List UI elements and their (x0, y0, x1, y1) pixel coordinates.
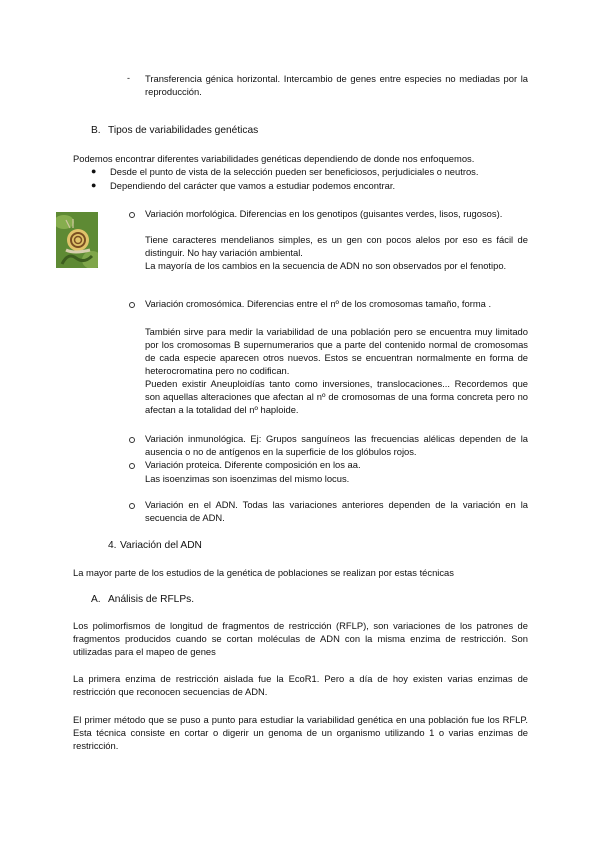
variation-proteica-lead: Variación proteica. Diferente composición en los aa. (145, 459, 361, 470)
section-b-title: Tipos de variabilidades genéticas (108, 125, 259, 136)
paragraph-first-method: El primer método que se puso a punto para estudiar la variabilidad genética en una población fue los RFLP. Esta técnica consiste en cortar o digerir un genoma de un organismo utilizando 1 o varias enzimas de restricción. (73, 714, 528, 751)
variation-cromosomica-lead: Variación cromosómica. Diferencias entre el nº de los cromosomas tamaño, forma . (145, 298, 492, 309)
perspective-2: Dependiendo del carácter que vamos a estudiar podemos encontrar. (110, 180, 396, 191)
dash-bullet: - (127, 73, 130, 83)
variation-adn-lead: Variación en el ADN. Todas las variaciones anteriores dependen de la variación en la secuencia de ADN. (145, 499, 528, 523)
intro-paragraph: Podemos encontrar diferentes variabilidades genéticas dependiendo de donde nos enfoquemos. (73, 153, 475, 164)
variation-inmunologica-lead: Variación inmunológica. Ej: Grupos sanguíneos las frecuencias alélicas dependen de la ausencia o no de antígenos en la superficie de los glóbulos rojos. (145, 433, 528, 457)
variation-morfologica-lead: Variación morfológica. Diferencias en los genotipos (guisantes verdes, lisos, rugosos). (145, 208, 503, 219)
section-a-title: Análisis de RFLPs. (108, 594, 195, 605)
paragraph-rflp-definition: Los polimorfismos de longitud de fragmentos de restricción (RFLP), son variaciones de los patrones de fragmentos producidos cuando se cortan moléculas de ADN con la misma enzima de restricción. Son utilizadas para el mapeo de genes (73, 620, 528, 657)
paragraph-ecor1: La primera enzima de restricción aislada fue la EcoR1. Pero a día de hoy existen varias enzimas de restricción que reconocen secuencias de ADN. (73, 673, 528, 697)
circle-bullet (129, 437, 135, 443)
section-4-title: Variación del ADN (120, 540, 202, 551)
circle-bullet (129, 302, 135, 308)
section-b-marker: B. (91, 125, 101, 136)
circle-bullet (129, 212, 135, 218)
intro-bullet-text: Transferencia génica horizontal. Intercambio de genes entre especies no mediadas por la reproducción. (145, 73, 528, 97)
section-4-marker: 4. (108, 540, 117, 551)
variation-proteica-detail: Las isoenzimas son isoenzimas del mismo locus. (145, 473, 350, 484)
snail-illustration (56, 212, 98, 268)
variation-morfologica-detail-2: La mayoría de los cambios en la secuencia de ADN no son observados por el fenotipo. (145, 260, 507, 271)
snail-photo (56, 212, 98, 268)
variation-cromosomica-detail: También sirve para medir la variabilidad de una población pero se encuentra muy limitado por los cromosomas B supernumerarios que a parte del contenido normal de cromosomas de cada especie aparecen otros nuevos. Estos se encuentran normalmente en forma de heterocromatina pero no codifican. (145, 326, 528, 376)
circle-bullet (129, 463, 135, 469)
variation-morfologica-detail: Tiene caracteres mendelianos simples, es un gen con pocos alelos por eso es fácil de distinguir. No hay variación ambiental. (145, 234, 528, 258)
section-4-paragraph: La mayor parte de los estudios de la genética de poblaciones se realizan por estas técnicas (73, 567, 454, 578)
section-a-marker: A. (91, 594, 101, 605)
disc-bullet: ● (91, 180, 97, 190)
disc-bullet: ● (91, 166, 97, 176)
circle-bullet (129, 503, 135, 509)
perspective-1: Desde el punto de vista de la selección pueden ser beneficiosos, perjudiciales o neutros. (110, 166, 479, 177)
variation-cromosomica-detail-2: Pueden existir Aneuploidías tanto como inversiones, translocaciones... Recordemos que son aquellas alteraciones que afectan al nº de cromosomas de una forma concreta pero no afectan a la totalidad del nº haploide. (145, 378, 528, 415)
